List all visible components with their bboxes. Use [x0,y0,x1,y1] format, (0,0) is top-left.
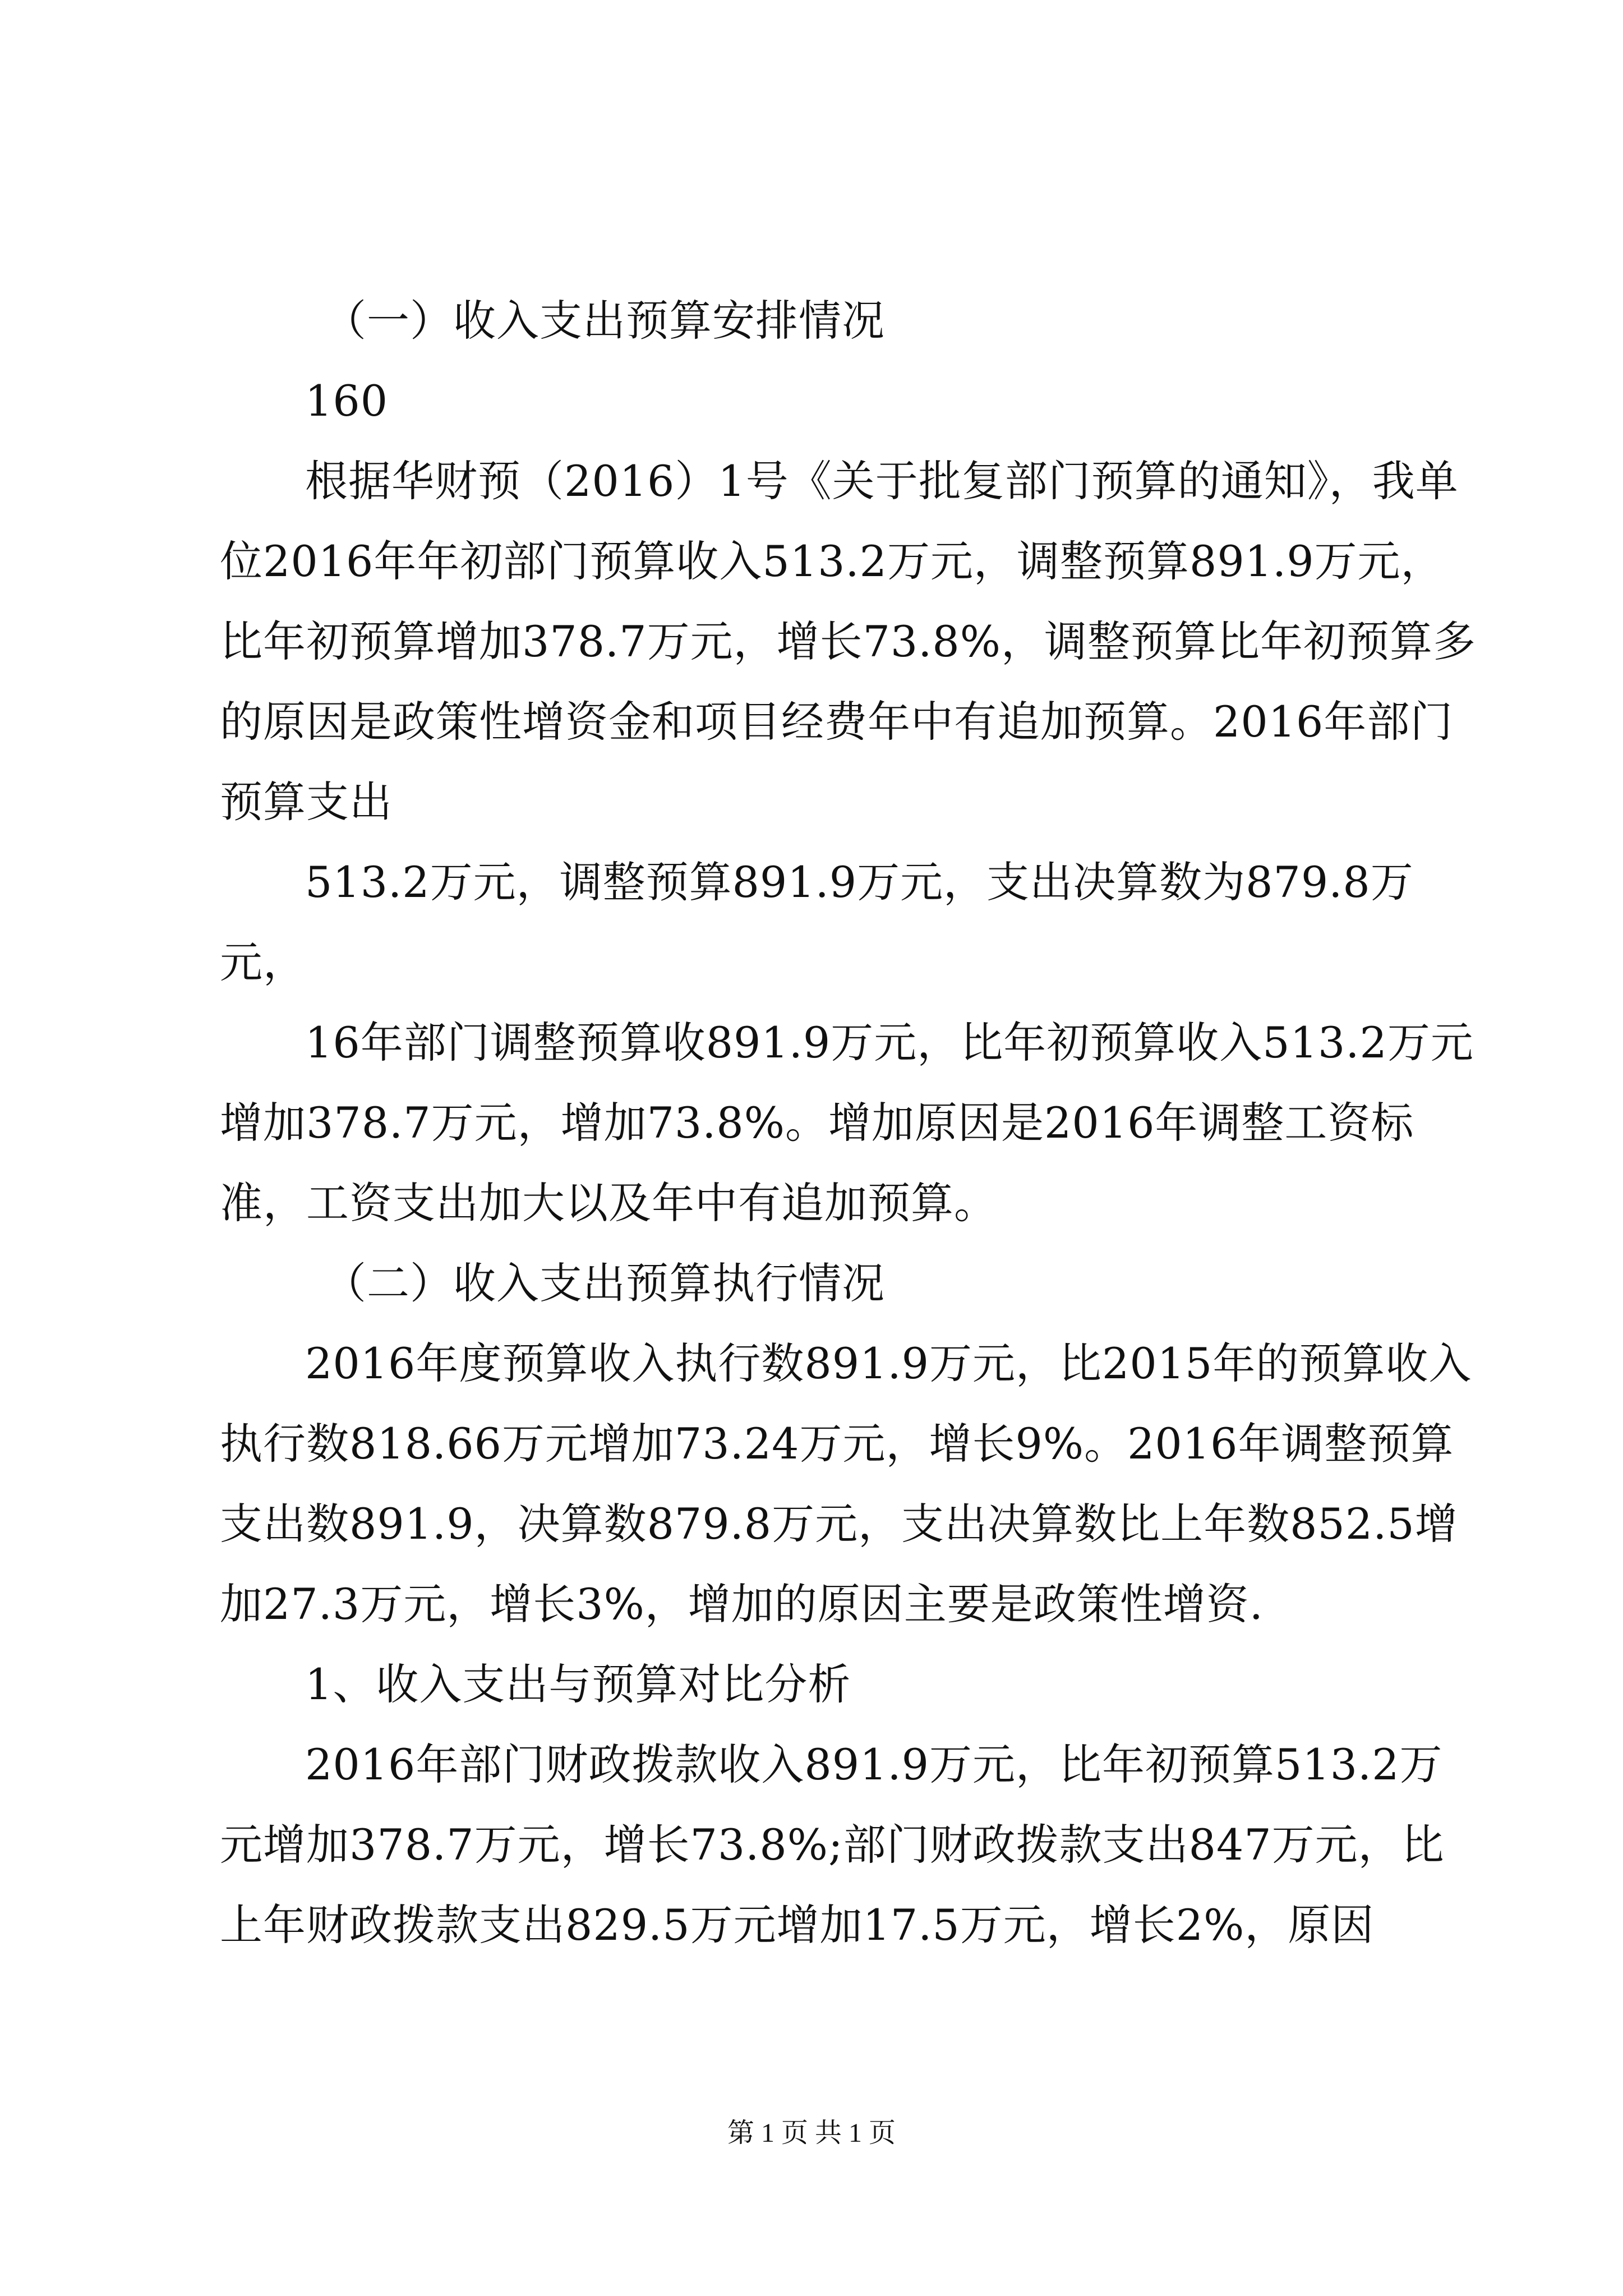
section-heading-budget-arrangement: （一）收入支出预算安排情况 [324,296,885,346]
section-heading-budget-execution: （二）收入支出预算执行情况 [324,1258,885,1308]
paragraph-number: 160 [305,376,389,426]
paragraph-adjusted-budget: 16年部门调整预算收891.9万元，比年初预算收入513.2万元增加378.7万元，增加73.8%。增加原因是2016年调整工资标准，工资支出加大以及年中有追加预算。 [220,1018,1474,1228]
paragraph-budget-notice: 根据华财预（2016）1号《关于批复部门预算的通知》，我单位2016年年初部门预算收入513.2万元，调整预算891.9万元，比年初预算增加378.7万元，增长73.8%，调整预算比年初预算多的原因是政策性增资金和项目经费年中有追加预算。2016年部门预算支出 [220,456,1477,827]
document-body [220,280,1476,1965]
paragraph-budget-expenditure: 513.2万元，调整预算891.9万元，支出决算数为879.8万元， [220,857,1414,987]
page-footer: 第 1 页 共 1 页 [727,2118,896,2148]
subheading-comparison-analysis: 1、收入支出与预算对比分析 [305,1659,851,1709]
paragraph-execution-details: 2016年度预算收入执行数891.9万元，比2015年的预算收入执行数818.66万元增加73.24万元，增长9%。2016年调整预算支出数891.9，决算数879.8万元，支出决算数比上年数852.5增加27.3万元，增长3%，增加的原因主要是政策性增资. [220,1338,1472,1629]
paragraph-fiscal-allocation: 2016年部门财政拨款收入891.9万元，比年初预算513.2万元增加378.7万元，增长73.8%;部门财政拨款支出847万元，比上年财政拨款支出829.5万元增加17.5万元，增长2%，原因 [220,1740,1445,1950]
